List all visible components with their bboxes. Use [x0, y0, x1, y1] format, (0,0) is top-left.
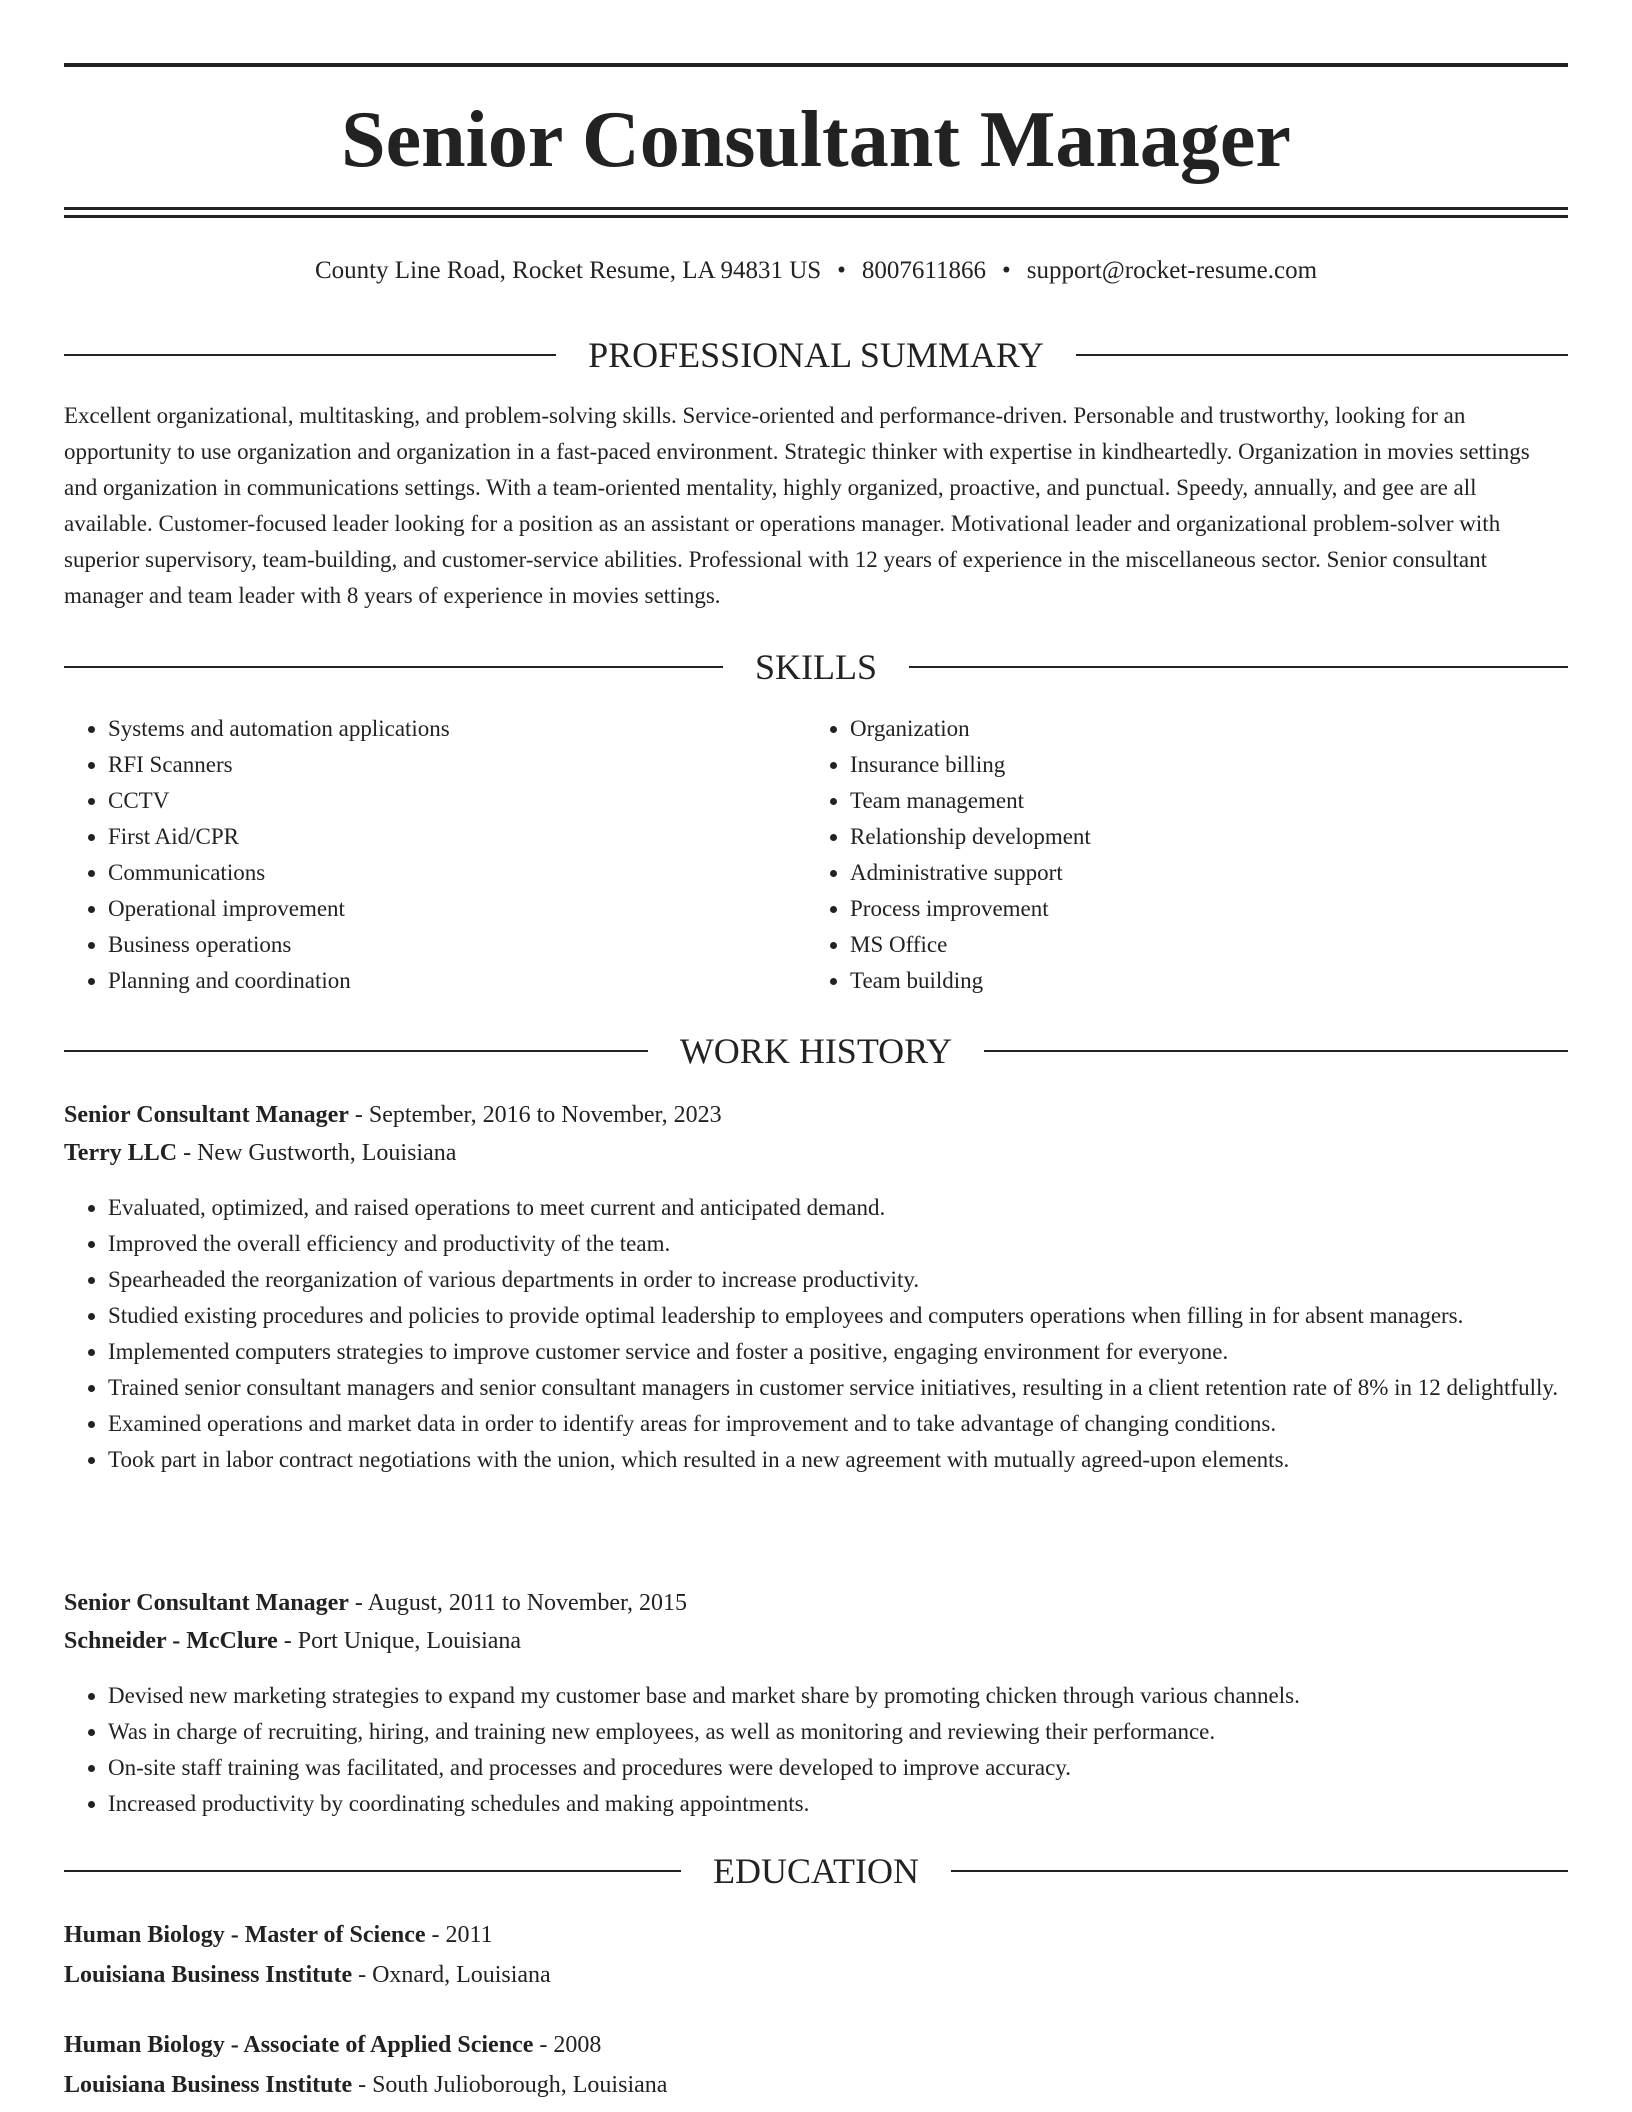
education-location: - Oxnard, Louisiana: [352, 1962, 551, 1988]
heading-rule: [1076, 354, 1568, 356]
job-duty: • Improved the overall efficiency and productivity of the team.: [108, 1226, 1568, 1262]
education-year: - 2011: [425, 1922, 493, 1948]
skills-column-left: [64, 711, 764, 999]
skill-item: • Operational improvement: [108, 891, 764, 927]
skill-item: • Planning and coordination: [108, 963, 764, 999]
job-duty: • Implemented computers strategies to improve customer service and foster a positive, engaging environment for everyone.: [108, 1334, 1568, 1370]
skill-item: • MS Office: [850, 927, 1506, 963]
education-heading: [64, 1849, 1568, 1893]
education-location: - South Julioborough, Louisiana: [352, 2072, 668, 2098]
skills-list-left: [64, 711, 764, 999]
heading-rule: [984, 1050, 1568, 1052]
education-degree: Human Biology - Associate of Applied Science: [64, 2032, 534, 2058]
title-rule-upper: [64, 207, 1568, 210]
education-school: Louisiana Business Institute: [64, 1962, 353, 1988]
job-title-line: [64, 1096, 1568, 1134]
job-duty: • Was in charge of recruiting, hiring, and training new employees, as well as monitoring and reviewing their performance.: [108, 1714, 1568, 1750]
summary-heading-label: PROFESSIONAL SUMMARY: [588, 335, 1044, 375]
skills-list-right: [806, 711, 1506, 999]
skill-item: • RFI Scanners: [108, 747, 764, 783]
heading-rule: [64, 354, 556, 356]
job-company: Terry LLC: [64, 1140, 178, 1166]
job-duty: • Trained senior consultant managers and senior consultant managers in customer service initiatives, resulting in a client retention rate of 8% in 12 delightfully.: [108, 1370, 1568, 1406]
job-company-line: [64, 1622, 1568, 1660]
education-year: - 2008: [533, 2032, 602, 2058]
skills-column-right: [806, 711, 1506, 999]
education-degree-line: [64, 1916, 1568, 1954]
job-duty: • Devised new marketing strategies to expand my customer base and market share by promoting chicken through various channels.: [108, 1678, 1568, 1714]
job-duty: • Increased productivity by coordinating schedules and making appointments.: [108, 1786, 1568, 1822]
contact-separator: •: [837, 257, 846, 284]
skill-item: • Relationship development: [850, 819, 1506, 855]
education-heading-label: EDUCATION: [713, 1851, 919, 1891]
skill-item: • Administrative support: [850, 855, 1506, 891]
summary-text: Excellent organizational, multitasking, and problem-solving skills. Service-oriented and performance-driven. Personable and trustworthy, looking for an opportunity to use organization and organization in a fast-paced environment. Strategic thinker with expertise in kindheartedly. Organization in movies settings and organization in communications settings. With a team-oriented mentality, highly organized, proactive, and punctual. Speedy, annually, and gee are all available. Customer-focused leader looking for a position as an assistant or operations manager. Motivational leader and organizational problem-solver with superior supervisory, team-building, and customer-service abilities. Professional with 12 years of experience in the miscellaneous sector. Senior consultant manager and team leader with 8 years of experience in movies settings.: [64, 403, 1530, 608]
heading-rule: [951, 1870, 1568, 1872]
job-location: - New Gustworth, Louisiana: [177, 1140, 457, 1166]
job-title: Senior Consultant Manager: [64, 1590, 349, 1616]
contact-phone: 8007611866: [861, 257, 986, 284]
skill-item: • Communications: [108, 855, 764, 891]
resume-title: Senior Consultant Manager: [341, 96, 1291, 184]
contact-email: support@rocket-resume.com: [1026, 257, 1318, 284]
contact-line: [64, 254, 1568, 288]
education-degree-line: [64, 2026, 1568, 2064]
heading-rule: [64, 666, 723, 668]
title-rule-lower: [64, 215, 1568, 218]
skill-item: • Process improvement: [850, 891, 1506, 927]
skill-item: • Insurance billing: [850, 747, 1506, 783]
skill-item: • Team management: [850, 783, 1506, 819]
contact-address: County Line Road, Rocket Resume, LA 94831 US: [314, 257, 822, 284]
education-degree: Human Biology - Master of Science: [64, 1922, 426, 1948]
education-school-line: [64, 1956, 1568, 1994]
skill-item: • Systems and automation applications: [108, 711, 764, 747]
summary-heading: [64, 333, 1568, 377]
heading-rule: [64, 1050, 648, 1052]
job-duty: • Studied existing procedures and policies to provide optimal leadership to employees and computers operations when filling in for absent managers.: [108, 1298, 1568, 1334]
heading-rule: [64, 1870, 681, 1872]
skill-item: • Business operations: [108, 927, 764, 963]
job-duties: [64, 1190, 1568, 1478]
skill-item: • CCTV: [108, 783, 764, 819]
job-company-line: [64, 1134, 1568, 1172]
skill-item: • Team building: [850, 963, 1506, 999]
work-heading: [64, 1029, 1568, 1073]
job-dates: - September, 2016 to November, 2023: [348, 1102, 722, 1128]
skill-item: • Organization: [850, 711, 1506, 747]
work-heading-label: WORK HISTORY: [679, 1031, 953, 1071]
skills-heading: [64, 645, 1568, 689]
job-duties: [64, 1678, 1568, 1822]
job-company: Schneider - McClure: [64, 1628, 278, 1654]
job-dates: - August, 2011 to November, 2015: [348, 1590, 688, 1616]
education-school-line: [64, 2066, 1568, 2104]
job-duty: • On-site staff training was facilitated, and processes and procedures were developed to improve accuracy.: [108, 1750, 1568, 1786]
job-title: Senior Consultant Manager: [64, 1102, 349, 1128]
skill-item: • First Aid/CPR: [108, 819, 764, 855]
job-duty: • Evaluated, optimized, and raised operations to meet current and anticipated demand.: [108, 1190, 1568, 1226]
job-duty: • Examined operations and market data in order to identify areas for improvement and to take advantage of changing conditions.: [108, 1406, 1568, 1442]
top-rule: [64, 63, 1568, 67]
job-duty: • Took part in labor contract negotiations with the union, which resulted in a new agreement with mutually agreed-upon elements.: [108, 1442, 1568, 1478]
job-location: - Port Unique, Louisiana: [277, 1628, 522, 1654]
education-school: Louisiana Business Institute: [64, 2072, 353, 2098]
heading-rule: [909, 666, 1568, 668]
job-title-line: [64, 1584, 1568, 1622]
contact-separator: •: [1002, 257, 1011, 284]
skills-heading-label: SKILLS: [755, 647, 878, 687]
job-duty: • Spearheaded the reorganization of various departments in order to increase productivity.: [108, 1262, 1568, 1298]
